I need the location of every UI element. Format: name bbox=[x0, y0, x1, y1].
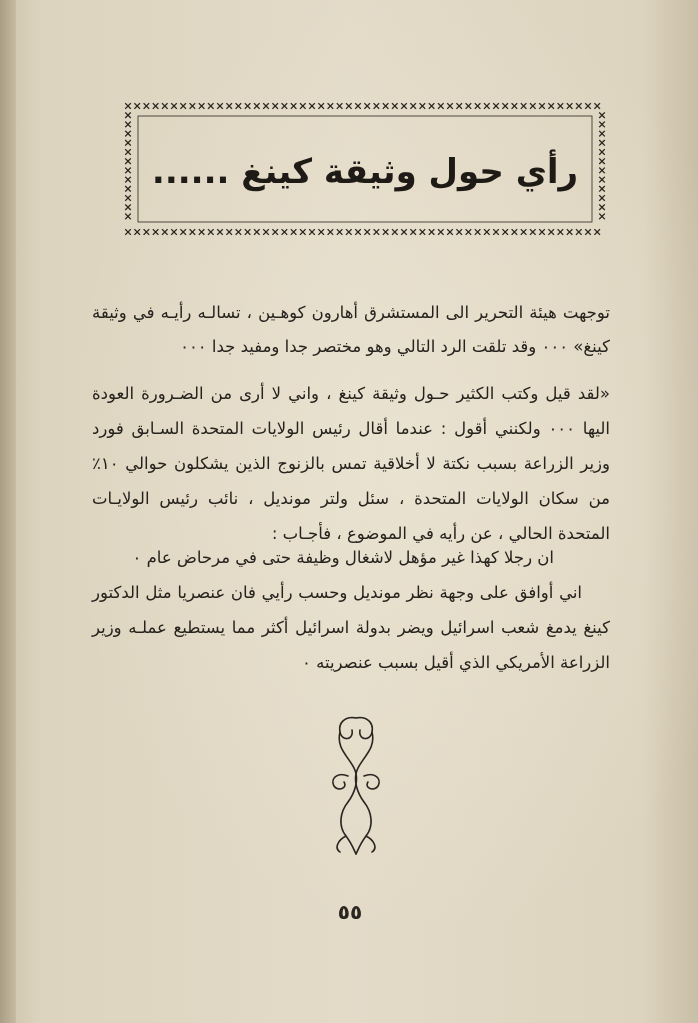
border-cross-bottom bbox=[153, 229, 159, 235]
border-cross-bottom bbox=[318, 229, 324, 235]
border-cross-top bbox=[171, 103, 177, 109]
border-cross-left bbox=[125, 158, 131, 164]
border-cross-bottom bbox=[438, 229, 444, 235]
border-cross-top bbox=[245, 103, 251, 109]
border-cross-bottom bbox=[466, 229, 472, 235]
border-cross-bottom bbox=[309, 229, 315, 235]
border-cross-top bbox=[466, 103, 472, 109]
border-cross-top bbox=[300, 103, 306, 109]
border-cross-bottom bbox=[521, 229, 527, 235]
border-cross-top bbox=[594, 103, 600, 109]
border-cross-right bbox=[599, 204, 605, 210]
border-cross-left bbox=[125, 214, 131, 220]
border-cross-bottom bbox=[567, 229, 573, 235]
border-cross-top bbox=[484, 103, 490, 109]
border-cross-top bbox=[272, 103, 278, 109]
border-cross-left bbox=[125, 149, 131, 155]
border-cross-top bbox=[318, 103, 324, 109]
border-cross-bottom bbox=[125, 229, 131, 235]
border-cross-top bbox=[521, 103, 527, 109]
border-cross-bottom bbox=[576, 229, 582, 235]
border-cross-top bbox=[125, 103, 131, 109]
border-cross-right bbox=[599, 158, 605, 164]
border-cross-top bbox=[134, 103, 140, 109]
border-cross-bottom bbox=[208, 229, 214, 235]
border-cross-right bbox=[599, 122, 605, 128]
border-cross-bottom bbox=[364, 229, 370, 235]
border-cross-top bbox=[282, 103, 288, 109]
border-cross-right bbox=[599, 140, 605, 146]
border-cross-top bbox=[401, 103, 407, 109]
border-cross-right bbox=[599, 214, 605, 220]
border-cross-top bbox=[447, 103, 453, 109]
intro-paragraph: توجهت هيئة التحرير الى المستشرق أهارون كوهـين ، تسالـه رأيـه في وثيقة كينغ» ٠٠٠ وقد تلقت الرد التالي وهو مختصر جدا ومفيد جدا ٠٠٠ bbox=[92, 303, 610, 356]
border-cross-left bbox=[125, 112, 131, 118]
border-cross-bottom bbox=[456, 229, 462, 235]
border-cross-right bbox=[599, 186, 605, 192]
border-cross-bottom bbox=[420, 229, 426, 235]
border-cross-bottom bbox=[493, 229, 499, 235]
border-cross-bottom bbox=[282, 229, 288, 235]
border-cross-top bbox=[392, 103, 398, 109]
border-cross-left bbox=[125, 131, 131, 137]
border-cross-top bbox=[493, 103, 499, 109]
border-cross-top bbox=[309, 103, 315, 109]
border-cross-bottom bbox=[585, 229, 591, 235]
bleed-through-text bbox=[200, 248, 540, 278]
border-cross-top bbox=[383, 103, 389, 109]
border-cross-bottom bbox=[410, 229, 416, 235]
border-cross-top bbox=[337, 103, 343, 109]
border-cross-right bbox=[599, 131, 605, 137]
border-cross-bottom bbox=[263, 229, 269, 235]
border-cross-top bbox=[180, 103, 186, 109]
border-cross-bottom bbox=[226, 229, 232, 235]
border-cross-top bbox=[346, 103, 352, 109]
border-cross-bottom bbox=[291, 229, 297, 235]
border-cross-bottom bbox=[171, 229, 177, 235]
border-cross-bottom bbox=[447, 229, 453, 235]
border-cross-left bbox=[125, 168, 131, 174]
border-cross-top bbox=[226, 103, 232, 109]
border-cross-left bbox=[125, 204, 131, 210]
border-cross-top bbox=[512, 103, 518, 109]
border-cross-top bbox=[263, 103, 269, 109]
border-cross-bottom bbox=[475, 229, 481, 235]
border-cross-top bbox=[429, 103, 435, 109]
border-cross-top bbox=[355, 103, 361, 109]
border-cross-bottom bbox=[300, 229, 306, 235]
border-cross-right bbox=[599, 168, 605, 174]
border-cross-bottom bbox=[374, 229, 380, 235]
border-cross-top bbox=[364, 103, 370, 109]
body-paragraph: «لقد قيل وكتب الكثير حـول وثيقة كينغ ، واني لا أرى من الضـرورة العودة اليها ٠٠٠ ولكنني أقول : عندما أقال رئيس الولايات المتحدة السـابق فورد وزير الزراعة بسبب نكتة لا أخلاقية تمس بالزنوج الذين يشكلون حوالي ١٠٪ من سكان الولايات المتحدة ، سئل ولتر مونديل ، نائب رئيس الولايـات المتحدة الحالي ، عن رأيه في الموضوع ، فأجـاب : bbox=[92, 384, 611, 543]
border-cross-top bbox=[420, 103, 426, 109]
border-cross-top bbox=[585, 103, 591, 109]
border-cross-left bbox=[125, 177, 131, 183]
border-cross-right bbox=[599, 177, 605, 183]
border-cross-top bbox=[162, 103, 168, 109]
border-cross-left bbox=[125, 195, 131, 201]
border-cross-bottom bbox=[558, 229, 564, 235]
page-spine-shadow bbox=[0, 0, 16, 1023]
border-cross-top bbox=[208, 103, 214, 109]
border-cross-top bbox=[548, 103, 554, 109]
border-cross-bottom bbox=[245, 229, 251, 235]
border-cross-bottom bbox=[134, 229, 140, 235]
border-cross-top bbox=[475, 103, 481, 109]
border-cross-top bbox=[410, 103, 416, 109]
border-cross-top bbox=[328, 103, 334, 109]
quote-line-1: ان رجلا كهذا غير مؤهل لاشغال وظيفة حتى في مرحاض عام ٠ bbox=[132, 548, 554, 567]
border-cross-top bbox=[190, 103, 196, 109]
border-cross-top bbox=[530, 103, 536, 109]
page-number: ٥٥ bbox=[337, 900, 363, 924]
page-title: رأي حول وثيقة كينغ ...... bbox=[151, 152, 579, 192]
border-cross-top bbox=[236, 103, 242, 109]
border-cross-top bbox=[153, 103, 159, 109]
border-cross-left bbox=[125, 122, 131, 128]
border-cross-bottom bbox=[180, 229, 186, 235]
border-cross-bottom bbox=[355, 229, 361, 235]
border-cross-top bbox=[217, 103, 223, 109]
quote-line-2: اني أوافق على وجهة نظر مونديل وحسب رأيي فان عنصريا مثل الدكتور كينغ يدمغ شعب اسرائيل ويضر بدولة اسرائيل أكثر مما يستطيع عملـه وزير الزراعة الأمريكي الذي أقيل بسبب عنصريته ٠ bbox=[92, 583, 610, 672]
border-cross-bottom bbox=[383, 229, 389, 235]
border-cross-bottom bbox=[217, 229, 223, 235]
border-cross-left bbox=[125, 140, 131, 146]
border-cross-bottom bbox=[429, 229, 435, 235]
border-cross-bottom bbox=[548, 229, 554, 235]
border-cross-bottom bbox=[512, 229, 518, 235]
border-cross-bottom bbox=[502, 229, 508, 235]
border-cross-left bbox=[125, 186, 131, 192]
border-cross-top bbox=[199, 103, 205, 109]
border-cross-top bbox=[539, 103, 545, 109]
border-cross-bottom bbox=[539, 229, 545, 235]
border-cross-bottom bbox=[484, 229, 490, 235]
border-cross-bottom bbox=[337, 229, 343, 235]
border-cross-top bbox=[374, 103, 380, 109]
border-cross-top bbox=[502, 103, 508, 109]
border-cross-bottom bbox=[190, 229, 196, 235]
border-cross-right bbox=[599, 195, 605, 201]
border-cross-top bbox=[456, 103, 462, 109]
border-cross-right bbox=[599, 149, 605, 155]
border-cross-bottom bbox=[328, 229, 334, 235]
border-cross-bottom bbox=[401, 229, 407, 235]
border-cross-bottom bbox=[199, 229, 205, 235]
border-cross-right bbox=[599, 112, 605, 118]
border-cross-top bbox=[576, 103, 582, 109]
border-cross-bottom bbox=[236, 229, 242, 235]
border-cross-bottom bbox=[254, 229, 260, 235]
flourish-ornament bbox=[318, 712, 394, 858]
border-cross-top bbox=[558, 103, 564, 109]
border-cross-bottom bbox=[346, 229, 352, 235]
border-cross-bottom bbox=[530, 229, 536, 235]
border-cross-top bbox=[144, 103, 150, 109]
border-cross-bottom bbox=[144, 229, 150, 235]
border-cross-top bbox=[567, 103, 573, 109]
border-cross-bottom bbox=[272, 229, 278, 235]
reply-block bbox=[92, 540, 610, 680]
border-cross-bottom bbox=[594, 229, 600, 235]
border-cross-bottom bbox=[392, 229, 398, 235]
border-cross-top bbox=[254, 103, 260, 109]
border-cross-top bbox=[438, 103, 444, 109]
border-cross-bottom bbox=[162, 229, 168, 235]
border-cross-top bbox=[291, 103, 297, 109]
